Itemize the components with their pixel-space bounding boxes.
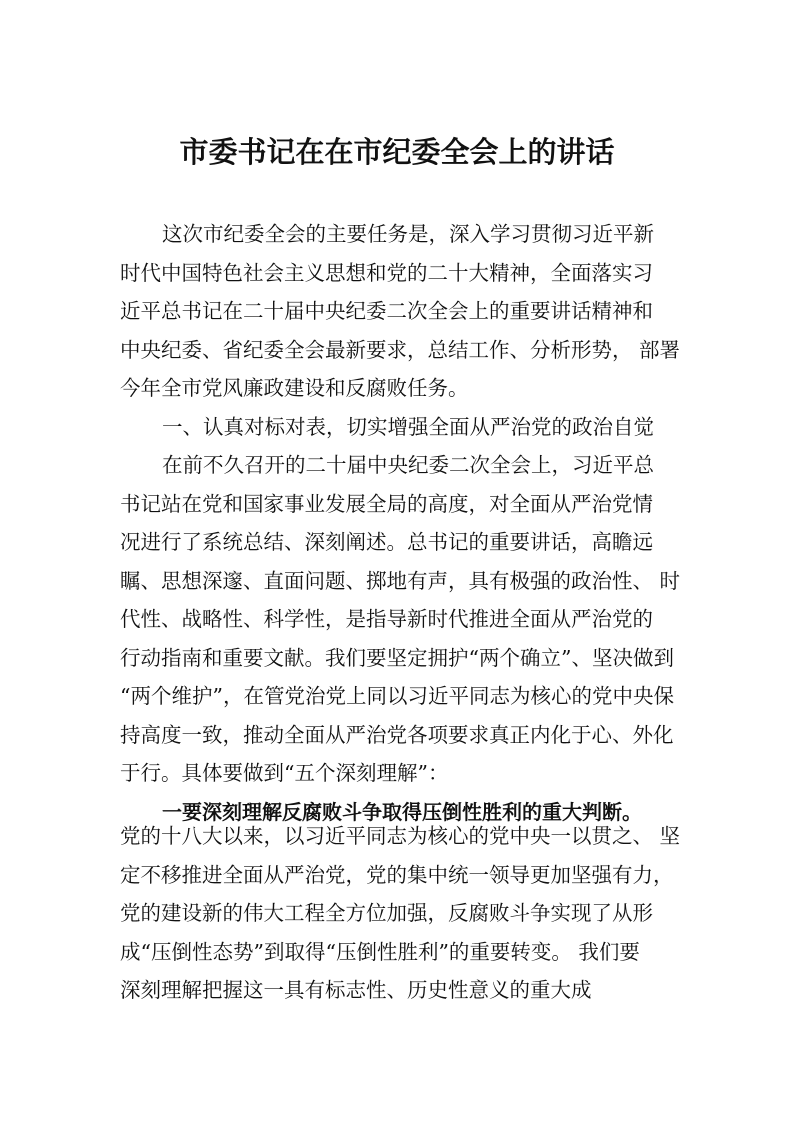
- paragraph-line: 深刻理解把握这一具有标志性、历史性意义的重大成: [120, 978, 592, 1002]
- point-one-paragraph: [120, 817, 684, 1010]
- section-heading-text: 一、认真对标对表，切实增强全面从严治党的政治自觉: [162, 415, 654, 439]
- document-title: 市委书记在在市纪委全会上的讲话: [179, 135, 615, 169]
- paragraph-line: 行动指南和重要文献。我们要坚定拥护“两个确立”、坚决做到: [120, 645, 674, 670]
- paragraph-line: 今年全市党风廉政建设和反腐败任务。: [120, 376, 469, 400]
- paragraph-line: 书记站在党和国家事业发展全局的高度，对全面从严治党情: [120, 491, 653, 516]
- section-heading: [120, 408, 684, 447]
- paragraph-line: 中央纪委、省纪委全会最新要求，总结工作、分析形势， 部署: [120, 337, 681, 362]
- paragraph-line: “两个维护”，在管党治党上同以习近平同志为核心的党中央保: [120, 684, 674, 708]
- paragraph-line: 这次市纪委全会的主要任务是，深入学习贯彻习近平新: [162, 222, 654, 246]
- paragraph-line: 近平总书记在二十届中央纪委二次全会上的重要讲话精神和: [120, 299, 653, 323]
- paragraph-line: 党的建设新的伟大工程全方位加强，反腐败斗争实现了从形: [120, 901, 653, 925]
- bold-lead-sentence: 一要深刻理解反腐败斗争取得压倒性胜利的重大判断。: [162, 799, 642, 824]
- paragraph-line: 定不移推进全面从严治党，党的集中统一领导更加坚强有力，: [120, 862, 674, 887]
- opening-paragraph: [120, 215, 684, 408]
- paragraph-line: 持高度一致，推动全面从严治党各项要求真正内化于心、外化: [120, 722, 674, 747]
- section-paragraph: [120, 446, 684, 831]
- paragraph-line: 瞩、思想深邃、直面问题、掷地有声，具有极强的政治性、 时: [120, 568, 681, 593]
- paragraph-line: 成“压倒性态势”到取得“压倒性胜利”的重要转变。 我们要: [120, 939, 640, 964]
- paragraph-line: 代性、战略性、科学性，是指导新时代推进全面从严治党的: [120, 607, 653, 631]
- paragraph-line: 在前不久召开的二十届中央纪委二次全会上，习近平总: [162, 453, 654, 477]
- paragraph-line: 党的十八大以来，以习近平同志为核心的党中央一以贯之、 坚: [120, 824, 681, 848]
- paragraph-line: 于行。具体要做到“五个深刻理解”：: [120, 761, 449, 785]
- paragraph-line: 况进行了系统总结、深刻阐述。总书记的重要讲话，高瞻远: [120, 530, 653, 554]
- paragraph-line: 时代中国特色社会主义思想和党的二十大精神，全面落实习: [120, 260, 653, 285]
